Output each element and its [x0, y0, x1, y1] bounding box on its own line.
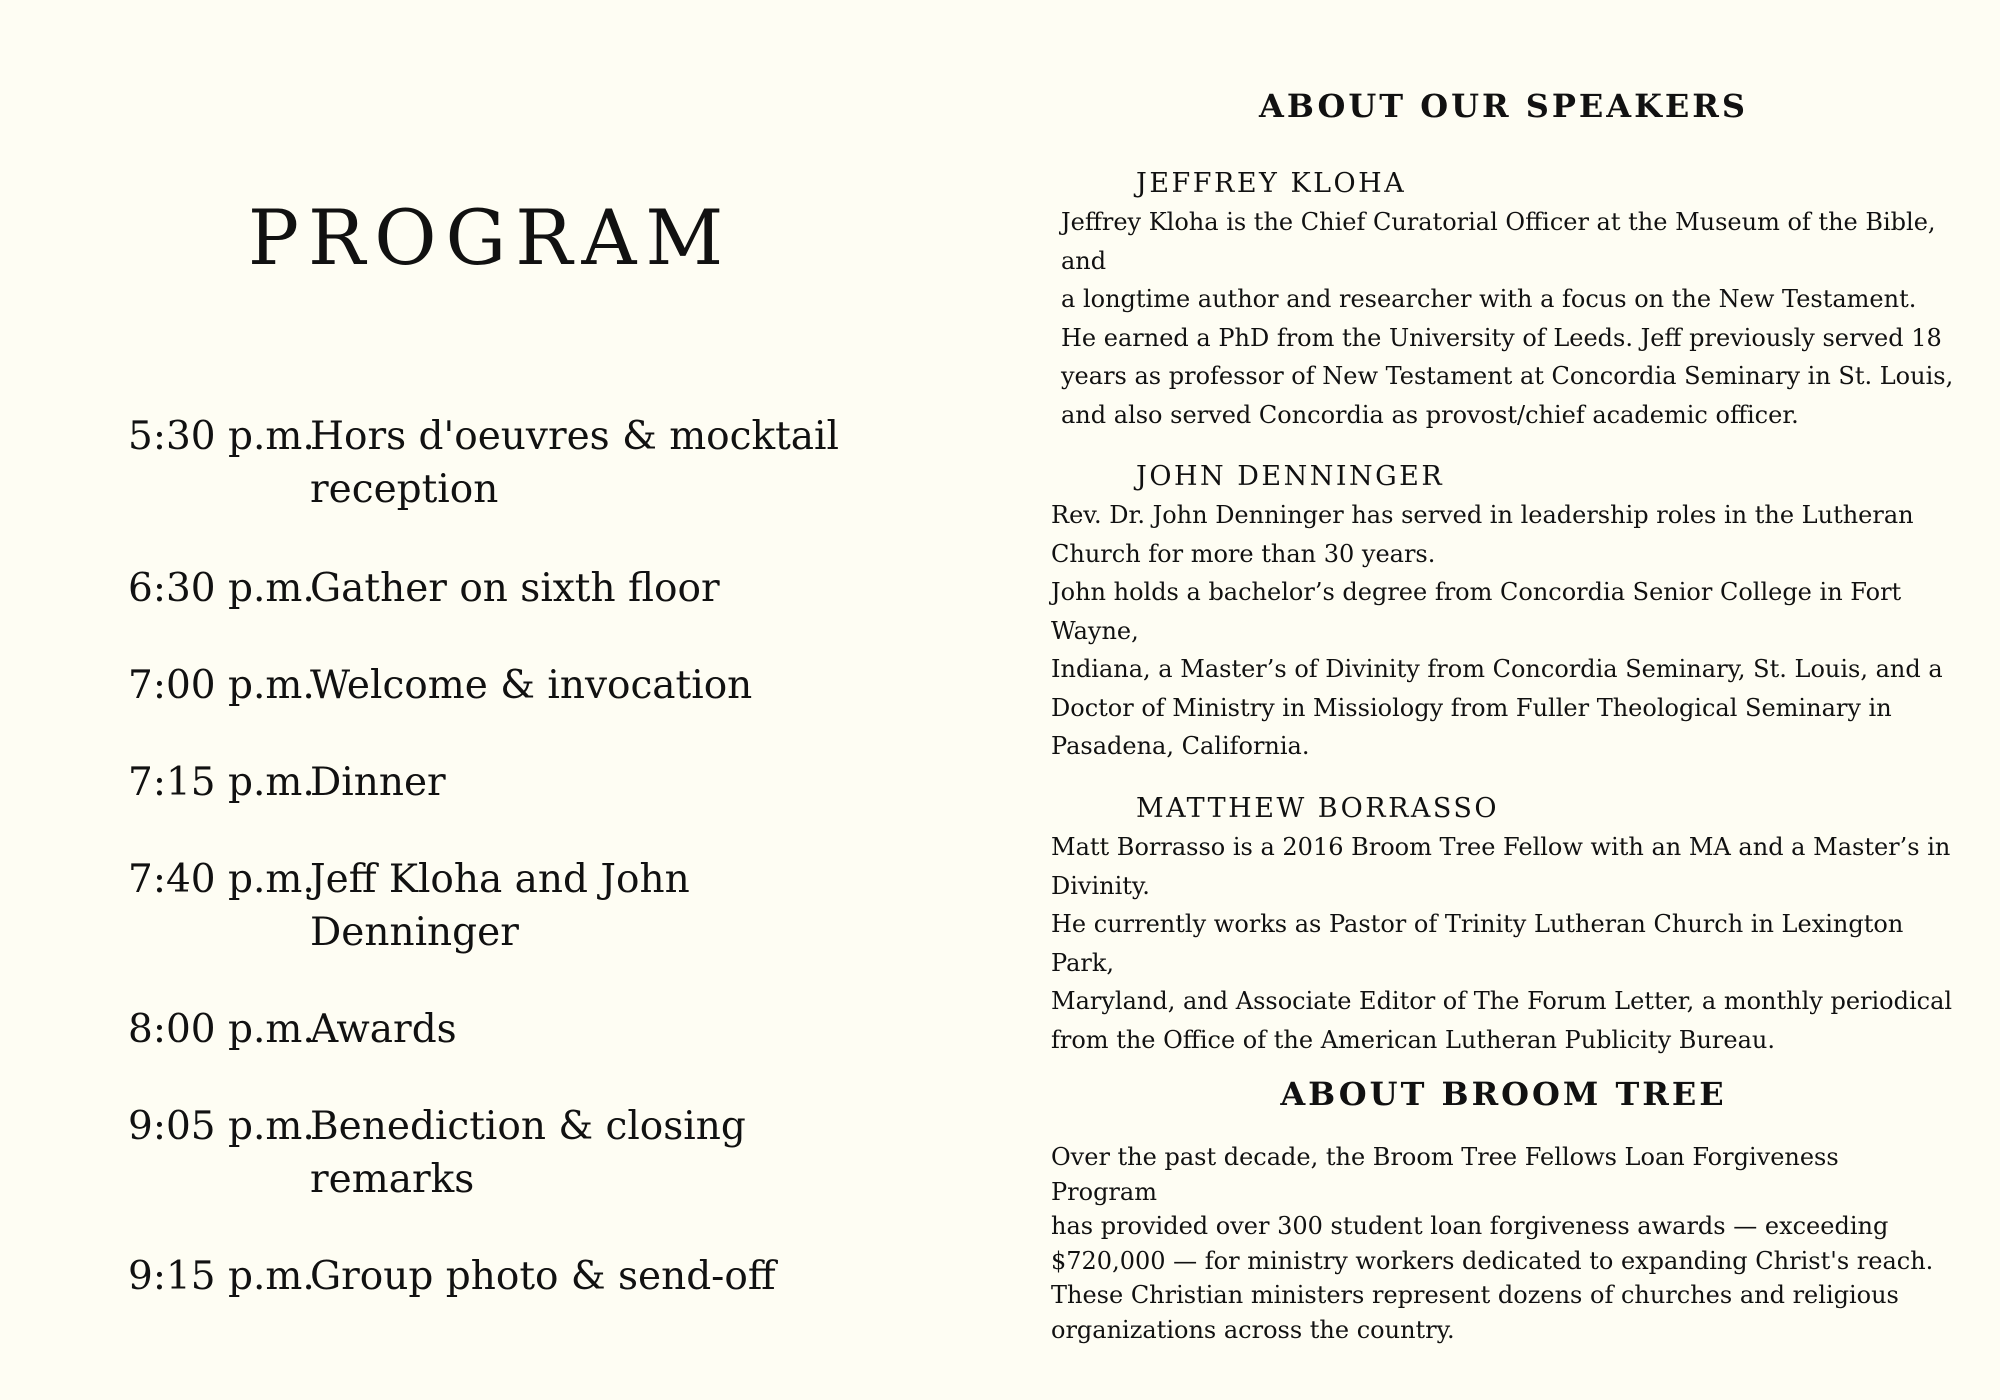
speaker-bio: [1051, 496, 1961, 766]
schedule-item: [128, 756, 928, 809]
bio-line: He earned a PhD from the University of Leeds. Jeff previously served 18: [1061, 323, 1942, 352]
bio-line: He currently works as Pastor of Trinity Lutheran Church in Lexington Park,: [1051, 910, 1904, 977]
bio-line: from the Office of the American Lutheran Publicity Bureau.: [1051, 1025, 1775, 1054]
schedule-event: Benediction & closing remarks: [310, 1104, 746, 1202]
bio-line: Church for more than 30 years.: [1051, 539, 1436, 568]
schedule-item: [128, 659, 928, 712]
schedule-time: 8:00 p.m.: [128, 1007, 315, 1052]
speaker-bio: [1051, 828, 1961, 1059]
speaker-name: JOHN DENNINGER: [1136, 461, 1445, 492]
bio-line: a longtime author and researcher with a focus on the New Testament.: [1061, 285, 1917, 313]
schedule-item: [128, 410, 928, 516]
about-heading: ABOUT BROOM TREE: [1280, 1075, 1727, 1113]
schedule-time: 6:30 p.m.: [128, 566, 315, 611]
bio-line: Rev. Dr. John Denninger has served in leadership roles in the Lutheran: [1051, 501, 1914, 529]
schedule-item: [128, 1250, 928, 1303]
schedule-time: 9:15 p.m.: [128, 1254, 315, 1299]
schedule-time: 5:30 p.m.: [128, 414, 315, 459]
schedule-time: 7:00 p.m.: [128, 663, 315, 708]
about-line: organizations across the country.: [1051, 1315, 1455, 1344]
schedule-event: Group photo & send-off: [310, 1254, 776, 1299]
speakers-heading: ABOUT OUR SPEAKERS: [1258, 87, 1748, 125]
about-line: $720,000 — for ministry workers dedicated to expanding Christ's reach.: [1051, 1246, 1934, 1275]
bio-line: and also served Concordia as provost/chief academic officer.: [1061, 400, 1799, 429]
about-line: Over the past decade, the Broom Tree Fellows Loan Forgiveness Program: [1051, 1143, 1839, 1206]
bio-line: John holds a bachelor’s degree from Concordia Senior College in Fort Wayne,: [1051, 578, 1902, 645]
bio-line: Doctor of Ministry in Missiology from Fuller Theological Seminary in: [1051, 693, 1892, 722]
schedule-item: [128, 1100, 928, 1206]
speaker-name: MATTHEW BORRASSO: [1136, 793, 1500, 824]
program-title: PROGRAM: [247, 193, 733, 282]
bio-line: Pasadena, California.: [1051, 732, 1310, 760]
schedule-event: Jeff Kloha and John Denninger: [310, 857, 690, 955]
speaker-name: JEFFREY KLOHA: [1136, 168, 1407, 199]
bio-line: Jeffrey Kloha is the Chief Curatorial Officer at the Museum of the Bible, and: [1061, 208, 1936, 275]
bio-line: Divinity.: [1051, 871, 1150, 900]
bio-line: Indiana, a Master’s of Divinity from Concordia Seminary, St. Louis, and a: [1051, 655, 1943, 683]
schedule-event: Hors d'oeuvres & mocktail reception: [310, 414, 839, 512]
schedule-list: [128, 410, 928, 1347]
schedule-item: [128, 1003, 928, 1056]
schedule-item: [128, 562, 928, 615]
schedule-item: [128, 853, 928, 959]
bio-line: Maryland, and Associate Editor of The Forum Letter, a monthly periodical: [1051, 987, 1953, 1015]
about-line: These Christian ministers represent dozens of churches and religious: [1051, 1281, 1899, 1309]
speaker-bio: [1061, 203, 1971, 434]
schedule-event: Awards: [310, 1007, 457, 1052]
about-text: [1051, 1140, 1951, 1347]
schedule-time: 7:15 p.m.: [128, 760, 315, 805]
schedule-event: Dinner: [310, 760, 446, 805]
bio-line: Matt Borrasso is a 2016 Broom Tree Fellow with an MA and a Master’s in: [1051, 833, 1951, 861]
schedule-time: 7:40 p.m.: [128, 857, 315, 902]
schedule-event: Gather on sixth floor: [310, 566, 720, 611]
schedule-time: 9:05 p.m.: [128, 1104, 315, 1149]
about-line: has provided over 300 student loan forgiveness awards — exceeding: [1051, 1212, 1889, 1240]
bio-line: years as professor of New Testament at Concordia Seminary in St. Louis,: [1061, 362, 1954, 390]
schedule-event: Welcome & invocation: [310, 663, 753, 708]
